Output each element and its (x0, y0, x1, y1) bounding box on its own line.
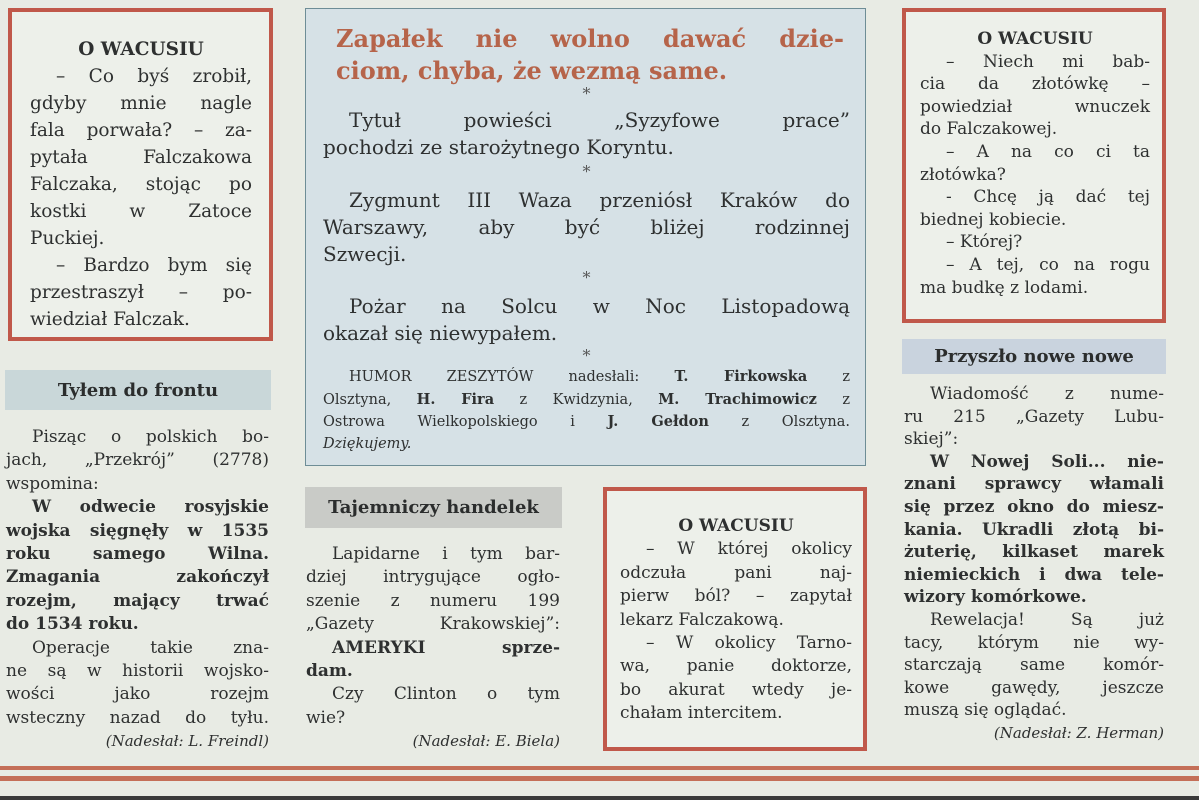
text-line: O WACUSIU (78, 39, 204, 60)
text-segment: z Kwidzynia, (494, 391, 659, 408)
text-line: do 1534 roku. (6, 614, 139, 635)
text-line: pochodzi ze starożytnego Koryntu. (323, 135, 674, 159)
text-line: przestraszył – po- (30, 282, 252, 303)
text-line: bo akurat wtedy je- (620, 679, 852, 700)
separator-star: * (582, 268, 591, 287)
text-line: O WACUSIU (977, 29, 1093, 49)
text-segment: Olsztyna, (323, 391, 417, 408)
text-line: Zmagania zakończył (6, 567, 269, 588)
decorative-rule (0, 766, 1199, 770)
text-segment: T. Firkowska (674, 368, 808, 385)
text-line: Lapidarne i tym bar- (332, 544, 560, 564)
text-segment: HUMOR ZESZYTÓW nadesłali: (349, 369, 675, 385)
text-line: wości jako rozejm (6, 684, 269, 705)
text-line: się przez okno do miesz- (904, 496, 1164, 517)
text-line: Puckiej. (30, 228, 105, 249)
text-line: dam. (306, 661, 353, 682)
text-line: W odwecie rosyjskie (32, 497, 269, 518)
text-line: Tytuł powieści „Syzyfowe prace” (349, 108, 850, 132)
text-line: powiedział wnuczek (920, 96, 1150, 117)
text-line: Falczaka, stojąc po (30, 174, 252, 195)
text-line: pierw ból? – zapytał (620, 586, 852, 607)
text-line: – Niech mi bab- (946, 51, 1150, 72)
text-line: kowe gawędy, jeszcze (904, 677, 1164, 698)
text-line: fala porwała? – za- (30, 120, 252, 141)
text-line: – W której okolicy (646, 539, 852, 560)
humor-item (323, 187, 850, 268)
joke-text (30, 36, 252, 333)
text-line: niemieckich i dwa tele- (904, 564, 1164, 585)
text-line: Rewelacja! Są już (930, 609, 1164, 630)
text-line (323, 411, 850, 434)
text-line: lekarz Falczakową. (620, 609, 784, 630)
text-line: wizory komórkowe. (904, 587, 1087, 608)
section-heading-tylem-do-frontu: Tyłem do frontu (5, 370, 271, 410)
text-segment: J. Gełdon (607, 413, 709, 430)
text-line: W Nowej Soli... nie- (930, 451, 1164, 472)
text-line: roku samego Wilna. (6, 544, 269, 565)
text-line: chałam intercitem. (620, 703, 783, 724)
text-line: Zapałek nie wolno dawać dzie- (336, 24, 844, 53)
text-line: Pisząc o polskich bo- (32, 427, 269, 447)
text-line: – Bardzo bym się (56, 255, 252, 276)
section-heading-tajemniczy-handelek: Tajemniczy handelek (305, 487, 562, 528)
humor-item (323, 107, 850, 161)
text-line: tacy, którym nie wy- (904, 632, 1164, 653)
joke-text (620, 515, 852, 726)
text-line: pytała Falczakowa (30, 147, 252, 168)
text-line: szenie z numeru 199 (306, 590, 560, 611)
text-line: wojska sięgnęły w 1535 (6, 520, 269, 541)
separator-star: * (582, 162, 591, 181)
text-segment: Dziękujemy. (323, 435, 412, 452)
text-line: cia da złotówkę – (920, 74, 1150, 95)
text-line: skiej”: (904, 429, 959, 450)
text-line: ru 215 „Gazety Lubu- (904, 406, 1164, 427)
text-line: rozejm, mający trwać (6, 590, 269, 611)
text-segment: Ostrowa Wielkopolskiego i (323, 414, 608, 430)
text-line: wie? (306, 707, 346, 728)
text-line: gdyby mnie nagle (30, 93, 252, 114)
joke-text (920, 28, 1150, 299)
text-line: – A tej, co na rogu (946, 254, 1150, 275)
text-line: wspomina: (6, 473, 99, 494)
decorative-rule (0, 776, 1199, 781)
text-line: – Której? (946, 232, 1023, 253)
text-line: Pożar na Solcu w Noc Listopadową (349, 294, 850, 318)
section-heading-przyszlo-nowe-nowe: Przyszło nowe nowe (902, 339, 1166, 374)
text-line: Operacje takie zna- (32, 637, 269, 658)
text-line: (Nadesłał: L. Freindl) (105, 732, 269, 751)
text-line (323, 389, 850, 412)
text-line: biednej kobiecie. (920, 209, 1067, 230)
text-line: - Chcę ją dać tej (946, 187, 1150, 208)
text-line: (Nadesłał: E. Biela) (412, 732, 560, 751)
joke-box-o-wacusiu-2 (603, 487, 867, 751)
text-line: okazał się niewypałem. (323, 321, 558, 345)
separator-star: * (582, 84, 591, 103)
separator-star: * (582, 346, 591, 365)
text-segment: z (807, 369, 851, 385)
text-segment: z Olsztyna. (708, 414, 851, 430)
page-edge (0, 796, 1199, 800)
text-segment: z (816, 391, 850, 408)
text-line: Warszawy, aby być bliżej rodzinnej (323, 215, 850, 239)
text-line: muszą się oglądać. (904, 700, 1067, 721)
text-line: kania. Ukradli złotą bi- (904, 519, 1164, 540)
text-line: znani sprawcy włamali (904, 474, 1164, 495)
text-line: dziej intrygujące ogło- (306, 567, 560, 588)
text-line: (Nadesłał: Z. Herman) (993, 723, 1164, 742)
joke-box-o-wacusiu-1 (8, 8, 273, 341)
text-line: starczają same komór- (904, 655, 1164, 676)
humor-zeszytow-box (305, 8, 866, 466)
text-line: Czy Clinton o tym (332, 684, 560, 705)
text-line: Wiadomość z nume- (930, 384, 1164, 404)
text-line: „Gazety Krakowskiej”: (306, 614, 560, 635)
text-segment: H. Fira (416, 390, 495, 408)
text-line: wsteczny nazad do tyłu. (6, 707, 269, 728)
text-line: O WACUSIU (678, 516, 794, 536)
text-line: złotówka? (920, 164, 1006, 185)
text-line (323, 434, 850, 456)
text-line: ciom, chyba, że wezmą same. (336, 56, 728, 85)
headline (336, 23, 844, 87)
text-line: do Falczakowej. (920, 119, 1058, 140)
text-line: żuterię, kilkaset marek (904, 542, 1164, 563)
text-line: ne są w historii wojsko- (6, 661, 269, 682)
article-przyszlo-nowe-nowe (904, 383, 1164, 745)
text-line: kostki w Zatoce (30, 201, 252, 222)
text-segment: M. Trachimowicz (658, 390, 817, 408)
text-line: ma budkę z lodami. (920, 277, 1089, 298)
article-tajemniczy-handelek (306, 543, 560, 754)
text-line: – Co byś zrobił, (56, 66, 252, 87)
text-line: Zygmunt III Waza przeniósł Kraków do (349, 188, 850, 212)
text-line: jach, „Przekrój” (2778) (6, 450, 269, 471)
article-tylem-do-frontu (6, 426, 269, 754)
humor-item (323, 293, 850, 347)
credits (323, 366, 850, 455)
text-line: AMERYKI sprze- (332, 637, 560, 658)
text-line: Szwecji. (323, 242, 407, 266)
text-line: – W okolicy Tarno- (646, 633, 852, 654)
text-line: wiedział Falczak. (30, 309, 190, 330)
text-line (323, 366, 850, 389)
text-line: – A na co ci ta (946, 141, 1150, 162)
text-line: odczuła pani naj- (620, 562, 852, 583)
text-line: wa, panie doktorze, (620, 656, 852, 677)
joke-box-o-wacusiu-3 (902, 8, 1166, 323)
